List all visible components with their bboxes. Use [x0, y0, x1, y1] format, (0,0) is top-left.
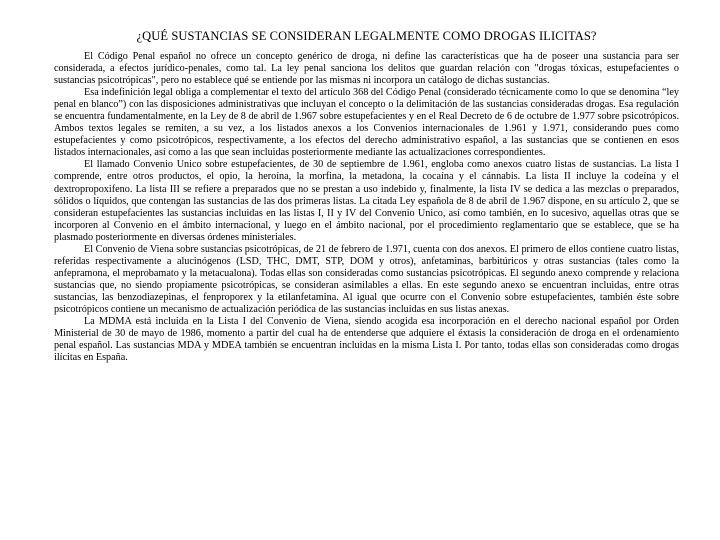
- paragraph-convenio-unico: El llamado Convenio Unico sobre estupefacientes, de 30 de septiembre de 1.961, engloba como anexos cuatro listas de sustancias. La lista I comprende, entre otros productos, el opio, la heroína, la morfina, la metadona, la cocaína y el cánnabis. La lista II incluye la codeína y el dextropropoxifeno. La lista III se refiere a preparados que no se prestan a uso indebido y, finalmente, la lista IV se dedica a las mezclas o preparados, sólidos o líquidos, que contengan las sustancias de las dos primeras listas. La citada Ley española de 8 de abril de 1.967 dispone, en su artículo 2, que se consideran estupefacientes las sustancias incluidas en las listas I, II y IV del Convenio Unico, así como también, en lo sucesivo, aquellas otras que se incorporen al Convenio en el ámbito internacional, y luego en el ámbito nacional, por el procedimiento reglamentario que se establece, que se ha plasmado posteriormente en diversas órdenes ministeriales.: [54, 159, 679, 243]
- document-page: [54, 28, 679, 364]
- paragraph-codigo-penal: El Código Penal español no ofrece un concepto genérico de droga, ni define las características que ha de poseer una sustancia para ser considerada, a efectos jurídico-penales, como tal. La ley penal sanciona los delitos que guardan relación con "drogas tóxicas, estupefacientes o sustancias psicotrópicas", pero no establece qué se entiende por las mismas ni incorpora un catálogo de dichas sustancias.: [54, 51, 679, 87]
- paragraph-indefinicion-legal: Esa indefinición legal obliga a complementar el texto del artículo 368 del Código Penal (considerado técnicamente como lo que se denomina “ley penal en blanco”) con las disposiciones administrativas que incluyan el concepto o la delimitación de las sustancias consideradas drogas. Esa regulación se encuentra fundamentalmente, en la Ley de 8 de abril de 1.967 sobre estupefacientes y en el Real Decreto de 6 de octubre de 1.977 sobre psicotrópicos. Ambos textos legales se remiten, a su vez, a los listados anexos a los Convenios internacionales de 1.961 y 1.971, considerando pues como estupefacientes y como psicotrópicos, respectivamente, a los efectos del derecho administrativo español, a las sustancias que se contienen en esos listados internacionales, así como a las que sean incluidas posteriormente mediante las actualizaciones correspondientes.: [54, 87, 679, 159]
- document-title: ¿QUÉ SUSTANCIAS SE CONSIDERAN LEGALMENTE COMO DROGAS ILICITAS?: [136, 29, 597, 43]
- paragraph-convenio-viena: El Convenio de Viena sobre sustancias psicotrópicas, de 21 de febrero de 1.971, cuenta con dos anexos. El primero de ellos contiene cuatro listas, referidas respectivamente a alucinógenos (LSD, THC, DMT, STP, DOM y otros), anfetaminas, barbitúricos y otras sustancias (tales como la anfepramona, el meprobamato y la metacualona). Todas ellas son consideradas como sustancias psicotrópicas. El segundo anexo comprende y relaciona sustancias que, no siendo propiamente psicotrópicas, se consideran asimilables a ellas. En este segundo anexo se encuentran incluidas, entre otras sustancias, las benzodiazepinas, el fenproporex y la etilanfetamina. Al igual que ocurre con el Convenio sobre estupefacientes, también éste sobre psicotrópicos contiene un mecanismo de actualización periódica de las sustancias incluidas en sus listas anexas.: [54, 243, 679, 315]
- paragraph-mdma: La MDMA está incluida en la Lista I del Convenio de Viena, siendo acogida esa incorporación en el derecho nacional español por Orden Ministerial de 30 de mayo de 1986, momento a partir del cual ha de entenderse que adquiere el éxtasis la consideración de droga en el ordenamiento penal español. Las sustancias MDA y MDEA también se encuentran incluidas en la misma Lista I. Por tanto, todas ellas son consideradas como drogas ilícitas en España.: [54, 316, 679, 364]
